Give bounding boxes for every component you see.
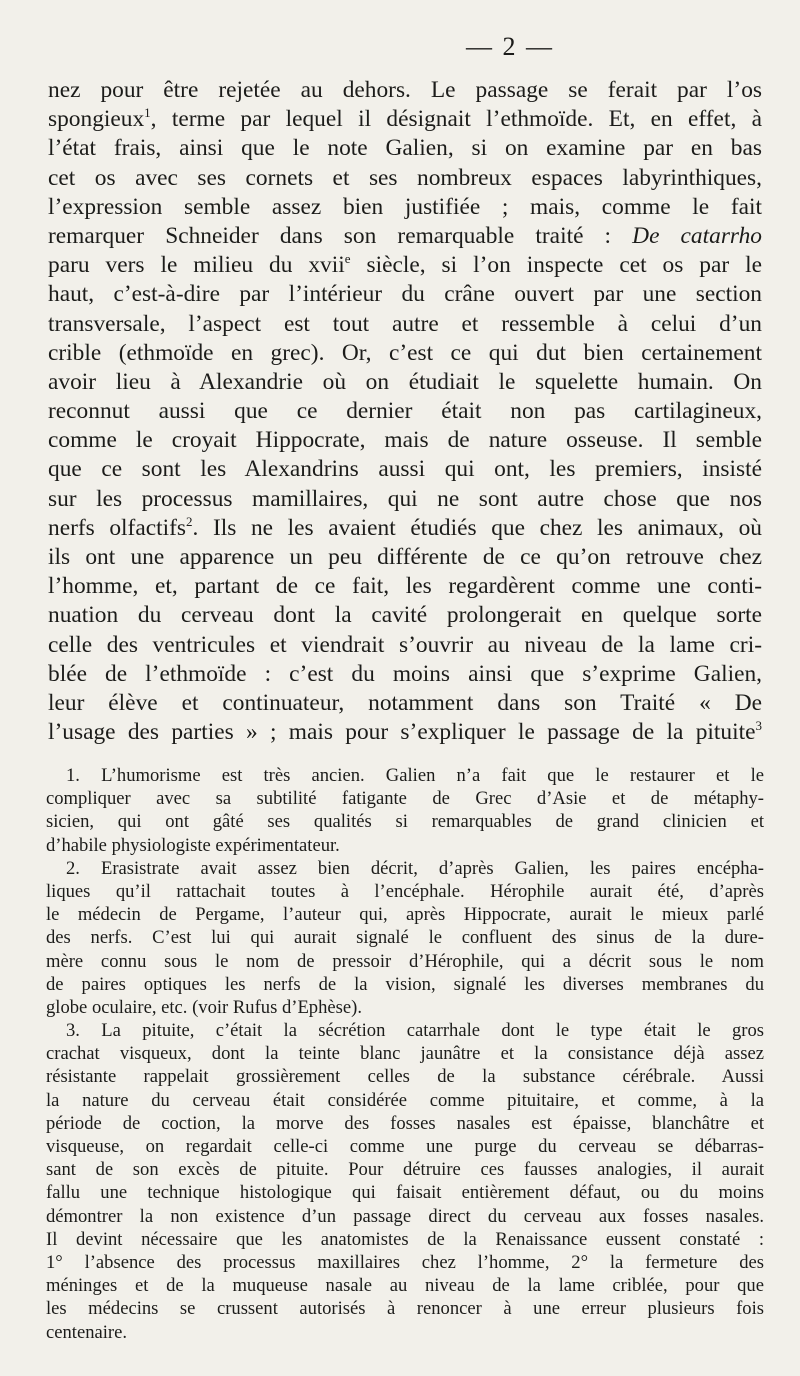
- footnote-2: 2. Erasistrate avait assez bien décrit, d’après Galien, les paires encépha-: [66, 857, 764, 879]
- text-line: transversale, l’aspect est tout autre et ressemble à celui d’un: [48, 310, 762, 337]
- footnote-line: d’habile physiologiste expérimentateur.: [46, 834, 340, 856]
- footnote-line: mère connu sous le nom de pressoir d’Hérophile, qui a décrit sous le nom: [46, 950, 764, 972]
- work-title: De catarrho: [632, 222, 762, 249]
- footnote-3: 3. La pituite, c’était la sécrétion catarrhale dont le type était le gros: [66, 1020, 764, 1042]
- footnote-line: crachat visqueux, dont la teinte blanc jaunâtre et la consistance déjà assez: [46, 1043, 764, 1065]
- footnote-line: période de coction, la morve des fosses nasales est épaisse, blanchâtre et: [46, 1112, 764, 1134]
- footnote-line: centenaire.: [46, 1321, 128, 1343]
- footnote-line: la nature du cerveau était considérée comme pituitaire, et comme, à la: [46, 1089, 764, 1111]
- footnote-mark-1[interactable]: 1: [144, 105, 151, 121]
- footnote-line: sant de son excès de pituite. Pour détruire ces fausses analogies, il aurait: [46, 1159, 764, 1181]
- text-line: avoir lieu à Alexandrie où on étudiait le squelette humain. On: [48, 368, 762, 395]
- text-line: sur les processus mamillaires, qui ne sont autre chose que nos: [48, 485, 762, 512]
- footnote-mark-3[interactable]: 3: [755, 718, 762, 734]
- text-line: l’état frais, ainsi que le note Galien, si on examine par en bas: [48, 135, 762, 162]
- footnote-line: sicien, qui ont gâté ses qualités si remarquables de grand clinicien et: [46, 811, 764, 833]
- footnote-line: le médecin de Pergame, l’auteur qui, après Hippocrate, aurait le mieux parlé: [46, 904, 764, 926]
- text-line: ils ont une apparence un peu différente de ce qu’on retrouve chez: [48, 544, 762, 570]
- footnote-line: compliquer avec sa subtilité fatigante de Grec d’Asie et de métaphy-: [46, 788, 764, 810]
- page-number: — 2 —: [466, 32, 554, 61]
- footnote-line: visqueuse, on regardait celle-ci comme une purge du cerveau se débarras-: [46, 1136, 764, 1157]
- footnote-line: démontrer la non existence d’un passage direct du cerveau aux fosses nasales.: [46, 1205, 764, 1227]
- text-line: remarquer Schneider dans son remarquable traité : De catarrho: [48, 222, 762, 249]
- footnote-line: résistante rappelait grossièrement celles de la substance cérébrale. Aussi: [46, 1066, 764, 1088]
- footnote-line: globe oculaire, etc. (voir Rufus d’Ephèse).: [46, 996, 362, 1018]
- text-line: nuation du cerveau dont la cavité prolongerait en quelque sorte: [48, 602, 762, 629]
- text-line: celle des ventricules et viendrait s’ouvrir au niveau de la lame cri-: [48, 631, 762, 658]
- text-line: leur élève et continuateur, notamment dans son Traité « De: [48, 689, 762, 716]
- text-line: cet os avec ses cornets et ses nombreux espaces labyrinthiques,: [48, 164, 762, 191]
- text-line: blée de l’ethmoïde : c’est du moins ainsi que s’exprime Galien,: [48, 660, 762, 687]
- footnote-line: Il devint nécessaire que les anatomistes de la Renaissance eussent constaté :: [46, 1228, 764, 1250]
- footnote-line: de paires optiques les nerfs de la vision, signalé les diverses membranes du: [46, 973, 764, 995]
- text-line: reconnut aussi que ce dernier était non pas cartilagineux,: [48, 398, 762, 425]
- footnote-mark-2[interactable]: 2: [186, 513, 193, 529]
- text-line: l’expression semble assez bien justifiée ; mais, comme le fait: [48, 193, 762, 220]
- footnote-line: fallu une technique histologique qui faisait entièrement défaut, ou du moins: [46, 1182, 764, 1204]
- text-line: nerfs olfactifs$^2$. Ils ne les avaient étudiés que chez les animaux, où: [48, 513, 762, 541]
- footnote-line: des nerfs. C’est lui qui aurait signalé le confluent des sinus de la dure-: [46, 927, 764, 949]
- footnote-line: liques qu’il rattachait toutes à l’encéphale. Hérophile aurait été, d’après: [46, 880, 764, 902]
- text-line: haut, c’est-à-dire par l’intérieur du crâne ouvert par une section: [48, 281, 762, 308]
- text-line: nez pour être rejetée au dehors. Le passage se ferait par l’os: [48, 77, 762, 103]
- text-line: spongieux$^1$, terme par lequel il désignait l’ethmoïde. Et, en effet, à: [48, 105, 762, 133]
- footnotes: [46, 764, 764, 1344]
- text-line: l’usage des parties » ; mais pour s’expliquer le passage de la pituite$^3$: [48, 718, 762, 746]
- text-line: que ce sont les Alexandrins aussi qui ont, les premiers, insisté: [48, 456, 762, 483]
- text-line: paru vers le milieu du xvii$^e$ siècle, si l’on inspecte cet os par le: [48, 251, 762, 279]
- footnote-line: méninges et de la muqueuse nasale au niveau de la lame criblée, pour que: [46, 1275, 764, 1297]
- text-line: crible (ethmoïde en grec). Or, c’est ce qui dut bien certainement: [48, 339, 762, 366]
- text-line: comme le croyait Hippocrate, mais de nature osseuse. Il semble: [48, 427, 762, 454]
- footnote-1: 1. L’humorisme est très ancien. Galien n’a fait que le restaurer et le: [66, 765, 764, 786]
- footnote-line: 1° l’absence des processus maxillaires chez l’homme, 2° la fermeture des: [46, 1251, 764, 1273]
- footnote-line: les médecins se crussent autorisés à renoncer à une erreur plusieurs fois: [46, 1298, 764, 1320]
- text-line: l’homme, et, partant de ce fait, les regardèrent comme une conti-: [48, 573, 762, 600]
- main-text: [48, 76, 762, 747]
